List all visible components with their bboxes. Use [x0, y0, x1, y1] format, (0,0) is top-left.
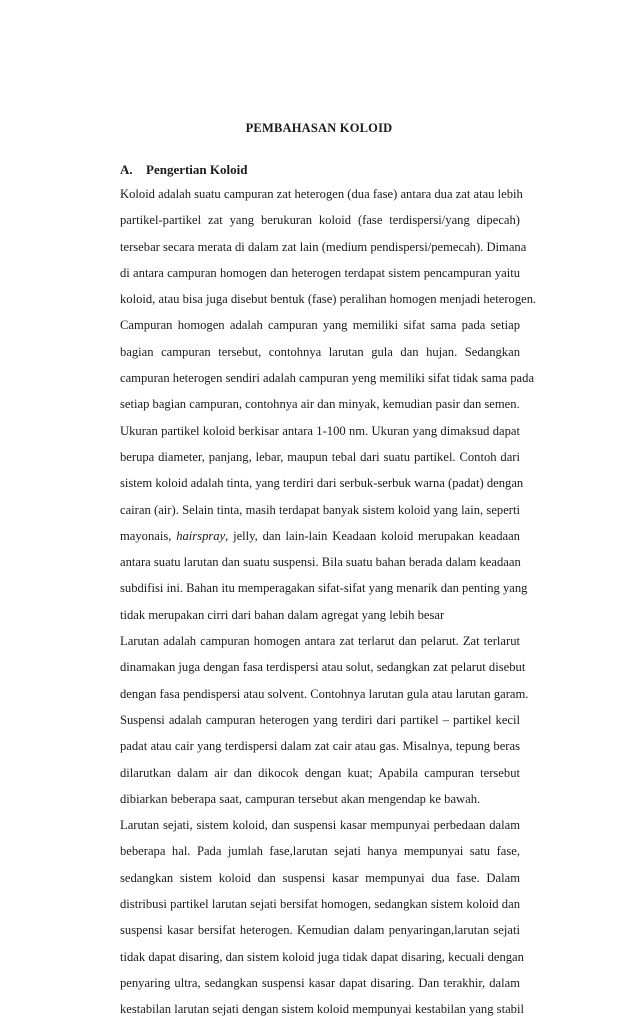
text-line: subdifisi ini. Bahan itu memperagakan sifat-sifat yang menarik dan penting yang	[120, 581, 528, 596]
text-line: dibiarkan beberapa saat, campuran tersebut akan mengendap ke bawah.	[120, 791, 481, 806]
text-line: antara suatu larutan dan suatu suspensi. Bila suatu bahan berada dalam keadaan	[120, 555, 521, 570]
text-line: kestabilan larutan sejati dengan sistem koloid mempunyai kestabilan yang stabil	[120, 1002, 524, 1017]
page-title: PEMBAHASAN KOLOID	[245, 121, 393, 135]
text-line: Ukuran partikel koloid berkisar antara 1-100 nm. Ukuran yang dimaksud dapat	[120, 423, 520, 438]
text-line: Larutan sejati, sistem koloid, dan suspensi kasar mempunyai perbedaan dalam	[120, 818, 520, 833]
text-line: bagian campuran tersebut, contohnya larutan gula dan hujan. Sedangkan	[120, 344, 520, 359]
text-line: sistem koloid adalah tinta, yang terdiri dari serbuk-serbuk warna (padat) dengan	[120, 476, 524, 491]
text-line: Campuran homogen adalah campuran yang memiliki sifat sama pada setiap	[120, 318, 520, 333]
text-line: Koloid adalah suatu campuran zat heterogen (dua fase) antara dua zat atau lebih	[120, 187, 523, 201]
italic-term: hairspray	[176, 528, 226, 543]
text-line: di antara campuran homogen dan heterogen terdapat sistem pencampuran yaitu	[120, 265, 520, 280]
section-title: Pengertian Koloid	[146, 162, 248, 177]
text-line: distribusi partikel larutan sejati bersifat homogen, sedangkan sistem koloid dan	[120, 897, 520, 912]
text-line: dengan fasa pendispersi atau solvent. Contohnya larutan gula atau larutan garam.	[120, 686, 529, 701]
text-line: Suspensi adalah campuran heterogen yang terdiri dari partikel – partikel kecil	[120, 712, 520, 727]
text-line: cairan (air). Selain tinta, masih terdapat banyak sistem koloid yang lain, seperti	[120, 502, 520, 517]
text-line: suspensi kasar bersifat heterogen. Kemudian dalam penyaringan,larutan sejati	[120, 923, 520, 938]
text-line: tersebar secara merata di dalam zat lain (medium pendispersi/pemecah). Dimana	[120, 239, 527, 254]
text-line: tidak dapat disaring, dan sistem koloid juga tidak dapat disaring, kecuali dengan	[120, 949, 524, 964]
text-line: dilarutkan dalam air dan dikocok dengan kuat; Apabila campuran tersebut	[120, 765, 520, 780]
text-line: dinamakan juga dengan fasa terdispersi atau solut, sedangkan zat pelarut disebut	[120, 660, 526, 675]
text-line: campuran heterogen sendiri adalah campuran yeng memiliki sifat tidak sama pada	[120, 371, 535, 386]
text-line: partikel-partikel zat yang berukuran koloid (fase terdispersi/yang dipecah)	[120, 213, 520, 228]
text-line: padat atau cair yang terdispersi dalam zat cair atau gas. Misalnya, tepung beras	[120, 739, 520, 754]
text-line: penyaring ultra, sedangkan suspensi kasar dapat disaring. Dan terakhir, dalam	[120, 975, 520, 990]
text-line: beberapa hal. Pada jumlah fase,larutan sejati hanya mempunyai satu fase,	[120, 844, 520, 859]
section-number: A.	[120, 162, 133, 177]
text-line: setiap bagian campuran, contohnya air dan minyak, kemudian pasir dan semen.	[120, 397, 520, 412]
section-heading	[120, 162, 247, 178]
text-line: mayonais, hairspray, jelly, dan lain-lain Keadaan koloid merupakan keadaan	[120, 528, 520, 543]
body-text	[120, 181, 537, 1023]
text-line: tidak merupakan cirri dari bahan dalam agregat yang lebih besar	[120, 607, 445, 622]
text-line: berupa diameter, panjang, lebar, maupun tebal dari suatu partikel. Contoh dari	[120, 449, 520, 464]
text-line: sedangkan sistem koloid dan suspensi kasar mempunyai dua fase. Dalam	[120, 870, 520, 885]
text-line: Larutan adalah campuran homogen antara zat terlarut dan pelarut. Zat terlarut	[120, 634, 520, 649]
text-line: koloid, atau bisa juga disebut bentuk (fase) peralihan homogen menjadi heterogen.	[120, 292, 537, 307]
